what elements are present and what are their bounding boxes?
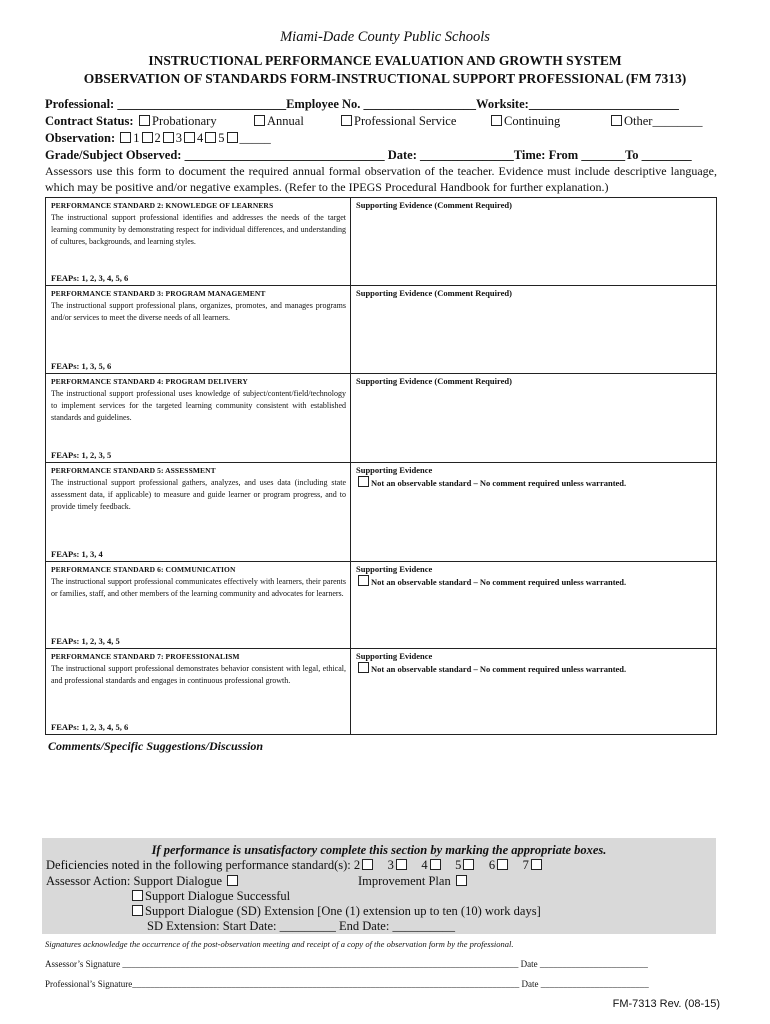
assessor-date-label: Date	[518, 959, 540, 969]
standard-heading: PERFORMANCE STANDARD 2: KNOWLEDGE OF LEARNERS	[51, 201, 274, 210]
sd-extension-dates[interactable]: SD Extension: Start Date: _________ End Date: __________	[147, 919, 455, 933]
standard-row	[46, 374, 717, 463]
professional-signature-field[interactable]: ______________________________________________________________________________________	[132, 979, 520, 989]
observation-1-label: 1	[133, 131, 140, 145]
date-field[interactable]: _______________	[419, 148, 514, 162]
observation-1-checkbox[interactable]	[120, 132, 131, 143]
standard-description: The instructional support professional demonstrates behavior consistent with legal, ethical, and professional standards and engages in continuous professional growth.	[51, 664, 346, 685]
continuing-label: Continuing	[504, 114, 561, 128]
standard-heading: PERFORMANCE STANDARD 7: PROFESSIONALISM	[51, 652, 240, 661]
standard-2-checkbox[interactable]	[362, 859, 373, 870]
feaps-label: FEAPs: 1, 2, 3, 5	[51, 450, 112, 460]
date-label: Date:	[384, 148, 420, 162]
observation-2-label: 2	[154, 131, 161, 145]
observation-2-checkbox[interactable]	[142, 132, 153, 143]
supporting-evidence-cell[interactable]	[351, 562, 717, 649]
supporting-evidence-cell[interactable]	[351, 463, 717, 562]
probationary-checkbox[interactable]	[139, 115, 150, 126]
supporting-evidence-label: Supporting Evidence (Comment Required)	[356, 288, 512, 298]
contract-status-label: Contract Status:	[45, 114, 134, 128]
standard-description: The instructional support professional identifies and addresses the needs of the target learning community by demonstrating respect for individual differences, and understanding of cultures, backgrounds, and learning styles.	[51, 213, 346, 246]
professional-date-label: Date	[519, 979, 541, 989]
comments-area[interactable]	[45, 756, 717, 834]
annual-checkbox[interactable]	[254, 115, 265, 126]
standard-6-label: 6	[488, 858, 496, 872]
worksite-label: Worksite:	[476, 97, 529, 111]
supporting-evidence-cell[interactable]	[351, 198, 717, 286]
supporting-evidence-cell[interactable]	[351, 649, 717, 735]
observation-label: Observation:	[45, 131, 119, 145]
standard-heading: PERFORMANCE STANDARD 4: PROGRAM DELIVERY	[51, 377, 248, 386]
observation-other-checkbox[interactable]	[227, 132, 238, 143]
signature-acknowledgement: Signatures acknowledge the occurrence of the post-observation meeting and receipt of a copy of the observation form by the professional.	[45, 939, 514, 949]
not-observable-option	[356, 476, 712, 488]
observation-3-checkbox[interactable]	[163, 132, 174, 143]
standard-7-checkbox[interactable]	[531, 859, 542, 870]
assessor-signature-field[interactable]: ________________________________________________________________________________________	[122, 959, 519, 969]
professional-service-checkbox[interactable]	[341, 115, 352, 126]
feaps-label: FEAPs: 1, 3, 5, 6	[51, 361, 112, 371]
employee-label: Employee No.	[286, 97, 364, 111]
assessor-action-line	[46, 874, 240, 889]
professional-signature-line	[45, 979, 649, 989]
supporting-evidence-cell[interactable]	[351, 374, 717, 463]
contract-status-line	[45, 114, 717, 129]
sd-successful-checkbox[interactable]	[132, 890, 143, 901]
feaps-label: FEAPs: 1, 2, 3, 4, 5, 6	[51, 273, 129, 283]
instructions: Assessors use this form to document the required annual formal observation of the teacher. Evidence must include descriptive language, which may be positive and/or negative examples. (Refer to the IPEGS Procedural Handbook for further explanation.)	[45, 164, 717, 194]
grade-field[interactable]: ________________________________	[184, 148, 385, 162]
other-checkbox[interactable]	[611, 115, 622, 126]
standard-2-label: 2	[353, 858, 361, 872]
deficiencies-line	[46, 858, 544, 873]
professional-service-label: Professional Service	[354, 114, 457, 128]
standard-description-cell	[46, 463, 351, 562]
standard-row	[46, 649, 717, 735]
system-title: INSTRUCTIONAL PERFORMANCE EVALUATION AND GROWTH SYSTEM	[148, 53, 622, 68]
standard-row	[46, 562, 717, 649]
district-title: Miami-Dade County Public Schools	[280, 29, 490, 45]
time-from-field[interactable]: _______	[581, 148, 626, 162]
standard-row	[46, 198, 717, 286]
standard-3-label: 3	[387, 858, 394, 872]
observation-3-label: 3	[175, 131, 183, 145]
employee-field[interactable]: __________________	[363, 97, 477, 111]
standard-row	[46, 286, 717, 374]
supporting-evidence-label: Supporting Evidence (Comment Required)	[356, 376, 512, 386]
standard-description-cell	[46, 286, 351, 374]
professional-label: Professional:	[45, 97, 118, 111]
form-title: OBSERVATION OF STANDARDS FORM-INSTRUCTIONAL SUPPORT PROFESSIONAL (FM 7313)	[83, 71, 687, 86]
feaps-label: FEAPs: 1, 2, 3, 4, 5	[51, 636, 120, 646]
professional-signature-label: Professional’s Signature	[45, 979, 133, 989]
unsatisfactory-heading: If performance is unsatisfactory complete this section by marking the appropriate boxes.	[151, 843, 607, 857]
standard-5-label: 5	[455, 858, 462, 872]
supporting-evidence-label: Supporting Evidence (Comment Required)	[356, 200, 512, 210]
standard-description: The instructional support professional plans, organizes, promotes, and manages programs and/or services to meet the diverse needs of all learners.	[51, 301, 346, 322]
standard-description-cell	[46, 198, 351, 286]
observation-5-label: 5	[218, 131, 225, 145]
professional-date-field[interactable]: ________________________	[540, 979, 649, 989]
other-label: Other________	[624, 114, 703, 128]
supporting-evidence-label: Supporting Evidence	[356, 564, 433, 574]
time-to-field[interactable]: ________	[641, 148, 692, 162]
improvement-plan-option	[358, 874, 469, 889]
standard-3-checkbox[interactable]	[396, 859, 407, 870]
observation-4-checkbox[interactable]	[184, 132, 195, 143]
standard-description-cell	[46, 562, 351, 649]
sd-extension-option	[130, 904, 541, 919]
observation-other-field[interactable]: _____	[239, 131, 271, 145]
annual-label: Annual	[267, 114, 304, 128]
improvement-plan-checkbox[interactable]	[456, 875, 467, 886]
worksite-field[interactable]: ________________________	[528, 97, 679, 111]
assessor-action-label: Assessor Action: Support Dialogue	[46, 874, 226, 888]
continuing-checkbox[interactable]	[491, 115, 502, 126]
unsatisfactory-section	[42, 838, 716, 934]
time-from-label: Time: From	[513, 148, 582, 162]
standards-table	[45, 197, 717, 735]
not-observable-label: Not an observable standard – No comment required unless warranted.	[371, 577, 627, 587]
standard-heading: PERFORMANCE STANDARD 5: ASSESSMENT	[51, 466, 216, 475]
standard-description: The instructional support professional communicates effectively with learners, their parents or families, staff, and other members of the learning community and advocates for learners.	[51, 577, 346, 598]
not-observable-option	[356, 575, 712, 587]
assessor-signature-line	[45, 959, 648, 969]
standard-7-label: 7	[522, 858, 529, 872]
observation-line	[45, 131, 271, 146]
grade-date-time-line	[45, 148, 692, 163]
supporting-evidence-label: Supporting Evidence	[356, 651, 433, 661]
sd-extension-checkbox[interactable]	[132, 905, 143, 916]
assessor-signature-label: Assessor’s Signature	[45, 959, 123, 969]
probationary-label: Probationary	[152, 114, 217, 128]
supporting-evidence-cell[interactable]	[351, 286, 717, 374]
improvement-plan-label: Improvement Plan	[358, 874, 454, 888]
time-to-label: To	[625, 148, 642, 162]
standard-description-cell	[46, 374, 351, 463]
standard-description: The instructional support professional gathers, analyzes, and uses data (including state assessment data, if applicable) to measure and guide learner or program progress, and to provide timely feedback.	[51, 478, 346, 511]
not-observable-option	[356, 662, 712, 674]
assessor-date-field[interactable]: ________________________	[539, 959, 648, 969]
sd-successful-option	[130, 889, 290, 904]
professional-line	[45, 97, 679, 112]
not-observable-label: Not an observable standard – No comment required unless warranted.	[371, 478, 627, 488]
not-observable-checkbox[interactable]	[358, 575, 369, 586]
standard-6-checkbox[interactable]	[497, 859, 508, 870]
support-dialogue-checkbox[interactable]	[227, 875, 238, 886]
comments-heading: Comments/Specific Suggestions/Discussion	[48, 739, 264, 753]
standard-5-checkbox[interactable]	[463, 859, 474, 870]
standard-heading: PERFORMANCE STANDARD 3: PROGRAM MANAGEMENT	[51, 289, 266, 298]
feaps-label: FEAPs: 1, 2, 3, 4, 5, 6	[51, 722, 129, 732]
professional-field[interactable]: ___________________________	[117, 97, 287, 111]
not-observable-label: Not an observable standard – No comment required unless warranted.	[371, 664, 627, 674]
feaps-label: FEAPs: 1, 3, 4	[51, 549, 103, 559]
standard-heading: PERFORMANCE STANDARD 6: COMMUNICATION	[51, 565, 236, 574]
observation-5-checkbox[interactable]	[205, 132, 216, 143]
standard-row	[46, 463, 717, 562]
grade-label: Grade/Subject Observed:	[45, 148, 185, 162]
form-revision-footer: FM-7313 Rev. (08-15)	[612, 998, 720, 1010]
deficiencies-label: Deficiencies noted in the following performance standard(s):	[46, 858, 354, 872]
standard-description: The instructional support professional uses knowledge of subject/content/field/technology to implement services for the targeted learning community consistent with established standards and guidelines.	[51, 389, 346, 422]
supporting-evidence-label: Supporting Evidence	[356, 465, 433, 475]
observation-4-label: 4	[197, 131, 204, 145]
sd-successful-label: Support Dialogue Successful	[145, 889, 291, 903]
standard-4-checkbox[interactable]	[430, 859, 441, 870]
standard-4-label: 4	[421, 858, 428, 872]
not-observable-checkbox[interactable]	[358, 662, 369, 673]
standard-description-cell	[46, 649, 351, 735]
sd-extension-label: Support Dialogue (SD) Extension [One (1) extension up to ten (10) work days]	[145, 904, 541, 918]
not-observable-checkbox[interactable]	[358, 476, 369, 487]
